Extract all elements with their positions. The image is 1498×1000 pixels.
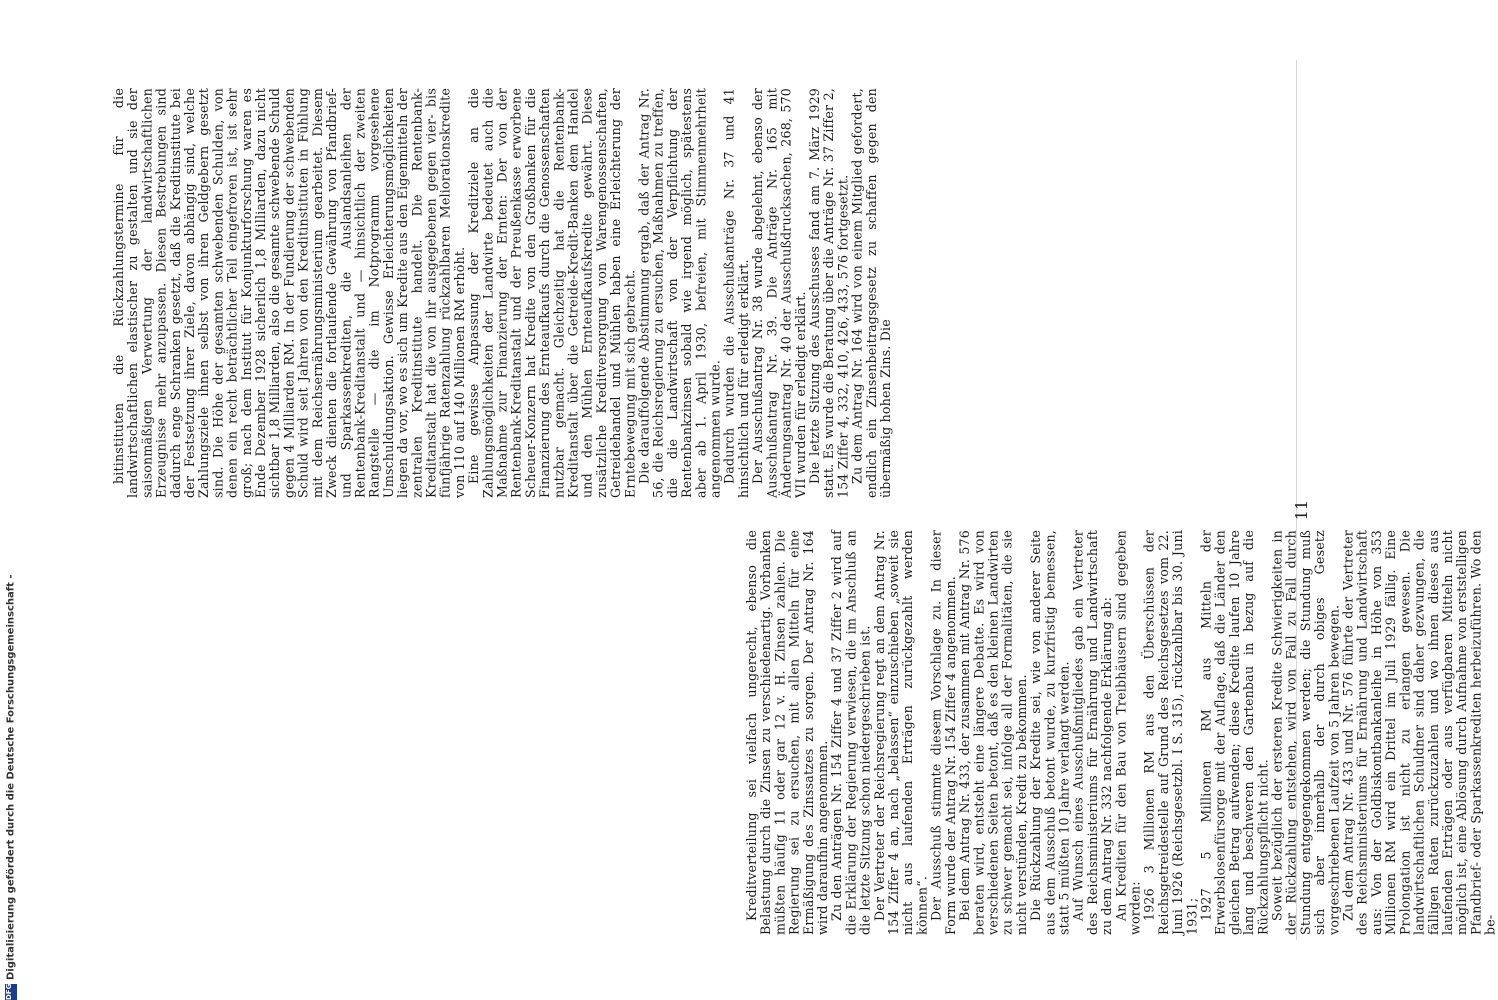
paragraph: Die letzte Sitzung des Ausschusses fand am 7. März 1929 statt. Es wurde die Beratung über die Anträge Nr. 37 Ziffer 2, 154 Ziffer 4, 332, 410, 426, 433, 576 fortgesetzt. (806, 88, 851, 498)
paragraph: Zu dem Antrag Nr. 164 wird von einem Mitglied gefordert, endlich ein Zinsenbeitragsgesetz zu schaffen gegen den übermäßig hohen Zins. Die (849, 88, 893, 498)
paragraph: Die Rückzahlung der Kredite sei, wie von anderer Seite aus dem Ausschuß betont wurde, zu kurzfristig bemessen, statt 5 müßten 10 Jahre verlangt werden. (1028, 530, 1072, 935)
paragraph: 1927 5 Millionen RM aus Mitteln der Erwerbslosenfürsorge mit der Auflage, daß die Länder den gleichen Betrag aufwenden; diese Kredite laufen 10 Jahre lang und beschweren den Gartenbau in bezug auf die Rückzahlungspflicht nicht. (1198, 530, 1271, 935)
paragraph: Der Vertreter der Reichsregierung regt an dem Antrag Nr. 154 Ziffer 4 an, nach „belassen“ einzuschieben „soweit sie nicht aus laufenden Erträgen zurückgezahlt werden können“. (871, 530, 930, 935)
paragraph: Eine gewisse Anpassung der Kreditziele an die Zahlungsmöglichkeiten der Landwirte bedeutet auch die Maßnahme zur Finanzierung der Ernten: Der von der Rentenbank-Kreditanstalt und der Preußenkasse erworbene Scheuer-Konzern hat Kredite von den Großbanken für die Finanzierung des Ernteaufkaufs durch die Genossenschaften nutzbar gemacht. Gleichzeitig hat die Rentenbank-Kreditanstalt über die Getreide-Kredit-Banken dem Handel und den Mühlen Ernteaufkaufskredite gewährt. Diese zusätzliche Kreditversorgung von Warengenossenschaften, Getreidehandel und Mühlen haben eine Erleichterung der Erntebewegung mit sich gebracht. (466, 88, 638, 498)
footer-text: Digitalisierung gefördert durch die Deutsche Forschungsgemeinschaft - (5, 574, 17, 980)
page-number: 11 (1292, 500, 1311, 521)
paragraph: bitinstituten die Rückzahlungstermine für die landwirtschaftlichen elastischer zu gestalten und sie der saisonmäßigen Verwertung der landwirtschaftlichen Erzeugnisse mehr anzupassen. Diesen Bestrebungen sind dadurch enge Schranken gesetzt, daß die Kreditinstitute bei der Festsetzung ihrer Ziele, davon abhängig sind, welche Zahlungsziele ihnen selbst von ihren Geldgebern gesetzt sind. Die Höhe der gesamten schwebenden Schulden, von denen ein recht beträchtlicher Teil eingefroren ist, ist sehr groß; nach dem Institut für Konjunkturforschung waren es Ende Dezember 1928 sicherlich 1,8 Milliarden, dazu nicht sichtbar 1,8 Milliarden, also die gesamte schwebende Schuld gegen 4 Milliarden RM. In der Fundierung der schwebenden Schuld wird seit Jahren von den Kreditinstituten in Fühlung mit dem Reichsernährungsministerium gearbeitet. Diesem Zweck dienten die fortlaufende Gewährung von Pfandbrief- und Sparkassenkrediten, die Auslandsanleihen der Rentenbank-Kreditanstalt und — hinsichtlich der zweiten Rangstelle — die im Notprogramm vorgesehene Umschuldungsaktion. Gewisse Erleichterungsmöglichkeiten liegen da vor, wo es sich um Kredite aus den Eigenmitteln der zentralen Kreditinstitute handelt. Die Rentenbank-Kreditanstalt hat die von ihr ausgegebenen gegen vier- bis fünfjährige Ratenzahlung rückzahlbaren Meliorationskredite von 110 auf 140 Millionen RM erhöht. (111, 88, 467, 498)
text-column-right (744, 530, 1498, 935)
paragraph: Dadurch wurden die Ausschußanträge Nr. 37 und 41 hinsichtlich und für erledigt erklärt. (721, 88, 751, 498)
digitization-footer (4, 574, 18, 1000)
paragraph: Kreditverteilung sei vielfach ungerecht, ebenso die Belastung durch die Zinsen zu verschiedenartig. Vorbanken müßten häufig 11 oder gar 12 v. H. Zinsen zahlen. Die Regierung sei zu ersuchen, mit allen Mitteln für eine Ermäßigung des Zinssatzes zu sorgen. Der Antrag Nr. 164 wird daraufhin angenommen. (744, 530, 831, 935)
paragraph: Der Ausschußantrag Nr. 38 wurde abgelehnt, ebenso der Ausschußantrag Nr. 39. Die Anträge Nr. 165 mit Änderungsantrag Nr. 40 der Ausschußdrucksachen, 268, 570 VII wurden für erledigt erklärt. (750, 88, 808, 498)
paragraph: Zu dem Antrag Nr. 433 und Nr. 576 führte der Vertreter des Reichsministeriums für Ernährung und Landwirtschaft aus: Von der Goldbiskontbankanleihe in Höhe von 353 Millionen RM wird ein Drittel im Juli 1929 fällig. Eine Prolongation ist nicht zu erlangen gewesen. Die landwirtschaftlichen Schuldner sind daher gezwungen, die fälligen Raten zurückzuzahlen und wo ihnen dieses aus laufenden Erträgen oder aus verfügbaren Mitteln nicht möglich ist, eine Ablösung durch Aufnahme von erststelligen Pfandbrief- oder Sparkassenkrediten herbeizuführen. Wo den be- (1340, 530, 1498, 935)
paragraph: Der Ausschuß stimmte diesem Vorschlage zu. In dieser Form wurde der Antrag Nr. 154 Ziffer 4 angenommen. (928, 530, 958, 935)
paragraph: 1926 3 Millionen RM aus den Überschüssen der Reichsgetreidestelle auf Grund des Reichsgesetzes vom 22. Juni 1926 (Reichsgesetzbl. I S. 315), rückzahlbar bis 30. Juni 1931; (1141, 530, 1200, 935)
paragraph: Soweit bezüglich der ersteren Kredite Schwierigkeiten in der Rückzahlung entstehen, wird von Fall zu Fall durch Stundung entgegengekommen werden; die Stundung muß sich aber innerhalb der durch obiges Gesetz vorgeschriebenen Laufzeit von 5 Jahren bewegen. (1269, 530, 1342, 935)
paragraph: Auf Wunsch eines Ausschußmitgliedes gab ein Vertreter des Reichsministeriums für Ernährung und Landwirtschaft zu dem Antrag Nr. 332 nachfolgende Erklärung ab: (1070, 530, 1115, 935)
text-column-left (112, 88, 1292, 498)
paragraph: An Krediten für den Bau von Treibhäusern sind gegeben worden: (1113, 530, 1143, 935)
paragraph: Zu den Anträgen Nr. 154 Ziffer 4 und 37 Ziffer 2 wird auf die Erklärung der Regierung verwiesen, die im Anschluß an die letzte Sitzung schon niedergeschrieben ist. (829, 530, 873, 935)
paragraph: Die darauffolgende Abstimmung ergab, daß der Antrag Nr. 56, die Reichsregierung zu ersuchen, Maßnahmen zu treffen, die die Landwirtschaft von der Verpflichtung der Rentenbankzinsen sobald wie irgend möglich, spätestens aber ab 1. April 1930, befreien, mit Stimmenmehrheit angenommen wurde. (636, 88, 723, 498)
paragraph: Bei dem Antrag Nr. 433, der zusammen mit Antrag Nr. 576 beraten wird, entsteht eine längere Debatte. Es wird von verschiedenen Seiten betont, daß es den kleinen Landwirten zu schwer gemacht sei, infolge all der Formalitäten, die sie nicht verstünden, Kredit zu bekommen. (957, 530, 1029, 935)
dfg-logo-icon: DFG (5, 984, 17, 1000)
